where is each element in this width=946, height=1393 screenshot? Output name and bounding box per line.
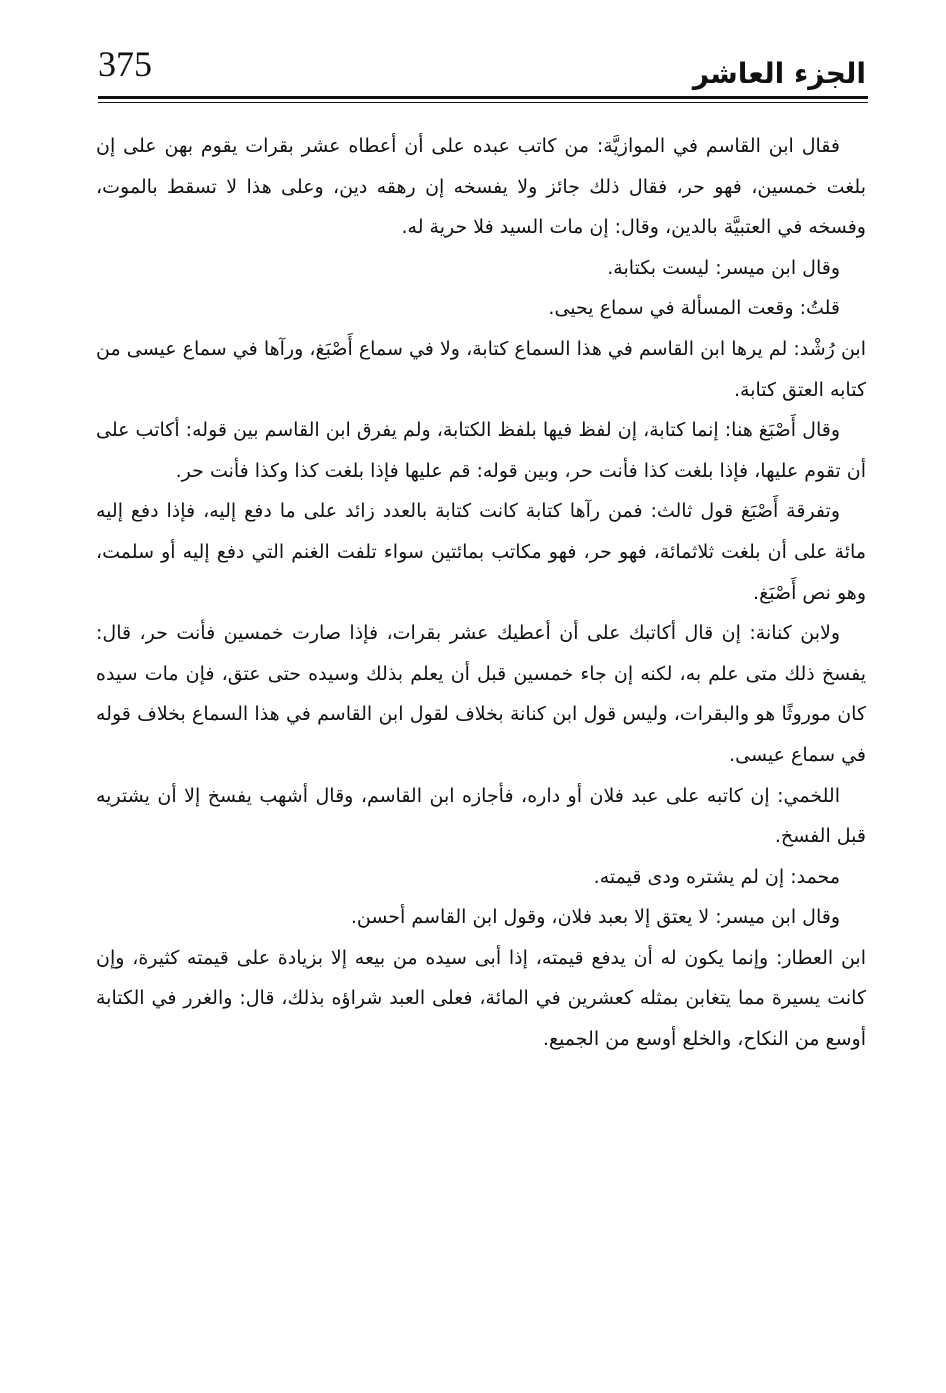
- paragraph: قلتُ: وقعت المسألة في سماع يحيى.: [548, 297, 840, 320]
- header-rule-thin: [98, 102, 868, 103]
- paragraph: محمد: إن لم يشتره ودى قيمته.: [593, 865, 840, 888]
- paragraph: ابن رُشْد: لم يرها ابن القاسم في هذا السماع كتابة، ولا في سماع أَصْبَغ، ورآها في سماع عيسى من كتابه العتق كتابة.: [96, 337, 866, 401]
- paragraph: اللخمي: إن كاتبه على عبد فلان أو داره، فأجازه ابن القاسم، وقال أشهب يفسخ إلا أن يشتريه قبل الفسخ.: [96, 784, 866, 848]
- paragraph: فقال ابن القاسم في الموازيَّة: من كاتب عبده على أن أعطاه عشر بقرات يقوم بهن على إن بلغت خمسين، فهو حر، فقال ذلك جائز ولا يفسخه إن رهقه دين، وعلى هذا لا تسقط بالموت، وفسخه في العتبيَّة بالدين، وقال: إن مات السيد فلا حرية له.: [96, 135, 866, 239]
- page-body: [96, 126, 866, 1060]
- header-rule-thick: [98, 96, 868, 99]
- paragraph: وتفرقة أَصْبَغ قول ثالث: فمن رآها كتابة كانت كتابة بالعدد زائد على ما دفع إليه، فإذا دفع إليه مائة على أن بلغت ثلاثمائة، فهو حر، فهو مكاتب بمائتين سواء تلفت الغنم التي دفع إليه أو سلمت، وهو نص أَصْبَغ.: [96, 500, 866, 604]
- page-number: 375: [98, 44, 152, 84]
- running-title: الجزء العاشر: [692, 57, 866, 90]
- paragraph: وقال أَصْبَغ هنا: إنما كتابة، إن لفظ فيها بلفظ الكتابة، ولم يفرق ابن القاسم بين قوله: أكاتب على أن تقوم عليها، فإذا بلغت كذا فأنت حر، وبين قوله: قم عليها فإذا بلغت كذا وكذا فأنت حر.: [96, 419, 866, 482]
- paragraph: وقال ابن ميسر: لا يعتق إلا بعبد فلان، وقول ابن القاسم أحسن.: [350, 906, 840, 929]
- paragraph: وقال ابن ميسر: ليست بكتابة.: [607, 256, 840, 279]
- paragraph: ابن العطار: وإنما يكون له أن يدفع قيمته، إذا أبى سيده من بيعه إلا بزيادة على قيمته كثيرة، وإن كانت يسيرة مما يتغابن بمثله كعشرين في المائة، فعلى العبد شراؤه بذلك، قال: والغرر في الكتابة أوسع من النكاح، والخلع أوسع من الجميع.: [96, 946, 866, 1051]
- paragraph: ولابن كنانة: إن قال أكاتبك على أن أعطيك عشر بقرات، فإذا صارت خمسين فأنت حر، قال: يفسخ ذلك متى علم به، لكنه إن جاء خمسين قبل أن يعلم بذلك وسيده حتى عتق، فإن مات سيده كان موروثًا هو والبقرات، وليس قول ابن كنانة بخلاف لقول ابن القاسم في هذا السماع بخلاف قوله في سماع عيسى.: [96, 622, 866, 766]
